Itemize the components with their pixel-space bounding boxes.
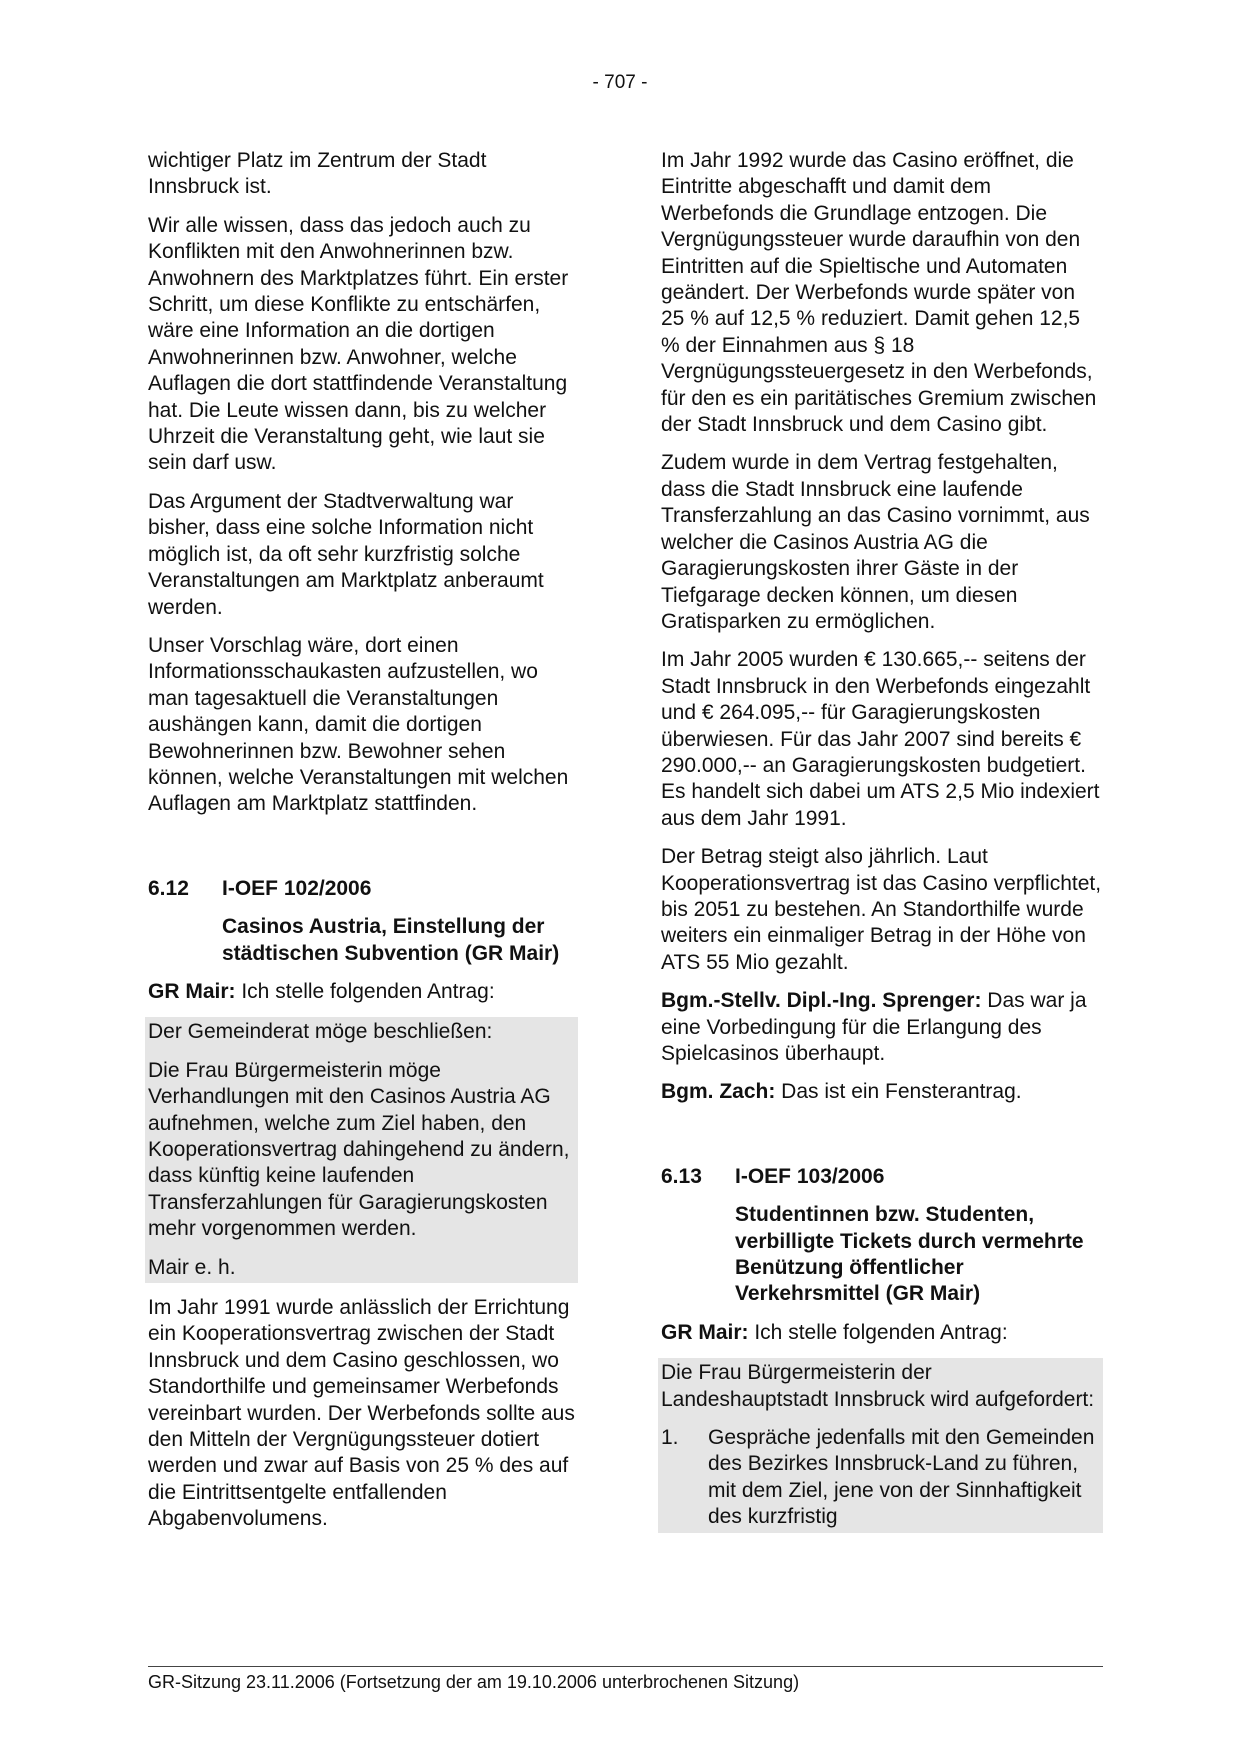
speaker-text: Das ist ein Fensterantrag. bbox=[775, 1080, 1022, 1104]
speaker-name: Bgm. Zach: bbox=[661, 1080, 776, 1104]
motion-intro: Der Gemeinderat möge beschließen: bbox=[148, 1020, 493, 1044]
motion-signature: Mair e. h. bbox=[148, 1255, 236, 1279]
section-6-13 bbox=[661, 1164, 1103, 1308]
paragraph: Wir alle wissen, dass das jedoch auch zu Konflikten mit den Anwohnerinnen bzw. Anwohnern des Marktplatzes führt. Ein erster Schritt, um diese Konflikte zu entschärfen, wäre eine Information an die dortigen Anwohnerinnen bzw. Anwohner, welche Auflagen die dort stattfindende Veranstaltung hat. Die Leute wissen dann, bis zu welcher Uhrzeit die Veranstaltung geht, wie laut sie sein darf usw. bbox=[148, 213, 569, 475]
paragraph: Im Jahr 2005 wurden € 130.665,-- seitens der Stadt Innsbruck in den Werbefonds eingezahlt und € 264.095,-- für Garagierungskosten überwiesen. Für das Jahr 2007 sind bereits € 290.000,-- an Garagierungskosten budgetiert. Es handelt sich dabei um ATS 2,5 Mio indexiert aus dem Jahr 1991. bbox=[661, 648, 1100, 830]
section-6-12 bbox=[148, 876, 578, 967]
section-code: I-OEF 103/2006 bbox=[735, 1164, 885, 1188]
left-column bbox=[148, 148, 578, 1545]
speaker-text: Das war ja eine Vorbedingung für die Erlangung des Spielcasinos überhaupt. bbox=[661, 989, 1087, 1065]
list-number: 1. bbox=[661, 1426, 679, 1450]
section-title: Casinos Austria, Einstellung der städtischen Subvention (GR Mair) bbox=[222, 915, 560, 965]
speaker-paragraph bbox=[661, 1079, 1103, 1105]
speaker-paragraph bbox=[148, 979, 578, 1005]
list-item bbox=[661, 1425, 1103, 1531]
list-text: Gespräche jedenfalls mit den Gemeinden des Bezirkes Innsbruck-Land zu führen, mit dem Ziel, jene von der Sinnhaftigkeit des kurzfristig bbox=[708, 1426, 1095, 1529]
footer: GR-Sitzung 23.11.2006 (Fortsetzung der am 19.10.2006 unterbrochenen Sitzung) bbox=[148, 1672, 800, 1692]
paragraph: Im Jahr 1992 wurde das Casino eröffnet, die Eintritte abgeschafft und damit dem Werbefonds die Grundlage entzogen. Die Vergnügungssteuer wurde daraufhin von den Eintritten auf die Spieltische und Automaten geändert. Der Werbefonds wurde später von 25 % auf 12,5 % reduziert. Damit gehen 12,5 % der Einnahmen aus § 18 Vergnügungssteuergesetz in den Werbefonds, für den es ein paritätisches Gremium zwischen der Stadt Innsbruck und dem Casino gibt. bbox=[661, 149, 1097, 437]
section-number: 6.13 bbox=[661, 1164, 702, 1188]
speaker-text: Ich stelle folgenden Antrag: bbox=[748, 1320, 1008, 1344]
paragraph: Zudem wurde in dem Vertrag festgehalten, dass die Stadt Innsbruck eine laufende Transferzahlung an das Casino vornimmt, aus welcher die Casinos Austria AG die Garagierungskosten ihrer Gäste in der Tiefgarage decken können, um diesen Gratisparken zu ermöglichen. bbox=[661, 451, 1090, 633]
speaker-name: GR Mair: bbox=[148, 979, 236, 1003]
paragraph: wichtiger Platz im Zentrum der Stadt Innsbruck ist. bbox=[148, 149, 487, 199]
motion-box bbox=[658, 1358, 1103, 1532]
paragraph: Unser Vorschlag wäre, dort einen Informationsschaukasten aufzustellen, wo man tagesaktuell die Veranstaltungen aushängen kann, damit die dortigen Bewohnerinnen bzw. Bewohner sehen können, welche Veranstaltungen mit welchen Auflagen am Marktplatz stattfinden. bbox=[148, 633, 569, 816]
footer-divider bbox=[148, 1666, 1103, 1667]
speaker-name: GR Mair: bbox=[661, 1320, 749, 1344]
section-title: Studentinnen bzw. Studenten, verbilligte Tickets durch vermehrte Benützung öffentlicher Verkehrsmittel (GR Mair) bbox=[735, 1203, 1084, 1306]
page-number: - 707 - bbox=[592, 72, 648, 93]
section-code: I-OEF 102/2006 bbox=[222, 876, 372, 900]
motion-text: Die Frau Bürgermeisterin möge Verhandlungen mit den Casinos Austria AG aufnehmen, welche zum Ziel haben, den Kooperationsvertrag dahingehend zu ändern, dass künftig keine laufenden Transferzahlungen für Garagierungskosten mehr vorgenommen werden. bbox=[148, 1058, 570, 1241]
speaker-name: Bgm.-Stellv. Dipl.-Ing. Sprenger: bbox=[661, 989, 982, 1013]
motion-intro: Die Frau Bürgermeisterin der Landeshauptstadt Innsbruck wird aufgefordert: bbox=[661, 1361, 1095, 1411]
speaker-paragraph bbox=[661, 988, 1103, 1067]
speaker-text: Ich stelle folgenden Antrag: bbox=[235, 979, 495, 1003]
motion-box bbox=[145, 1017, 578, 1283]
speaker-paragraph bbox=[661, 1320, 1103, 1346]
right-column bbox=[661, 148, 1103, 1545]
paragraph: Der Betrag steigt also jährlich. Laut Kooperationsvertrag ist das Casino verpflichtet, bis 2051 zu bestehen. An Standorthilfe wurde weiters ein einmaliger Betrag in der Höhe von ATS 55 Mio gezahlt. bbox=[661, 845, 1102, 974]
section-number: 6.12 bbox=[148, 876, 189, 900]
paragraph: Im Jahr 1991 wurde anlässlich der Errichtung ein Kooperationsvertrag zwischen der Stadt Innsbruck und dem Casino geschlossen, wo Standorthilfe und gemeinsamer Werbefonds vereinbart wurden. Der Werbefonds sollte aus den Mitteln der Vergnügungssteuer dotiert werden und zwar auf Basis von 25 % des auf die Eintrittsentgelte entfallenden Abgabenvolumens. bbox=[148, 1296, 575, 1531]
paragraph: Das Argument der Stadtverwaltung war bisher, dass eine solche Information nicht möglich ist, da oft sehr kurzfristig solche Veranstaltungen am Marktplatz anberaumt werden. bbox=[148, 489, 544, 619]
